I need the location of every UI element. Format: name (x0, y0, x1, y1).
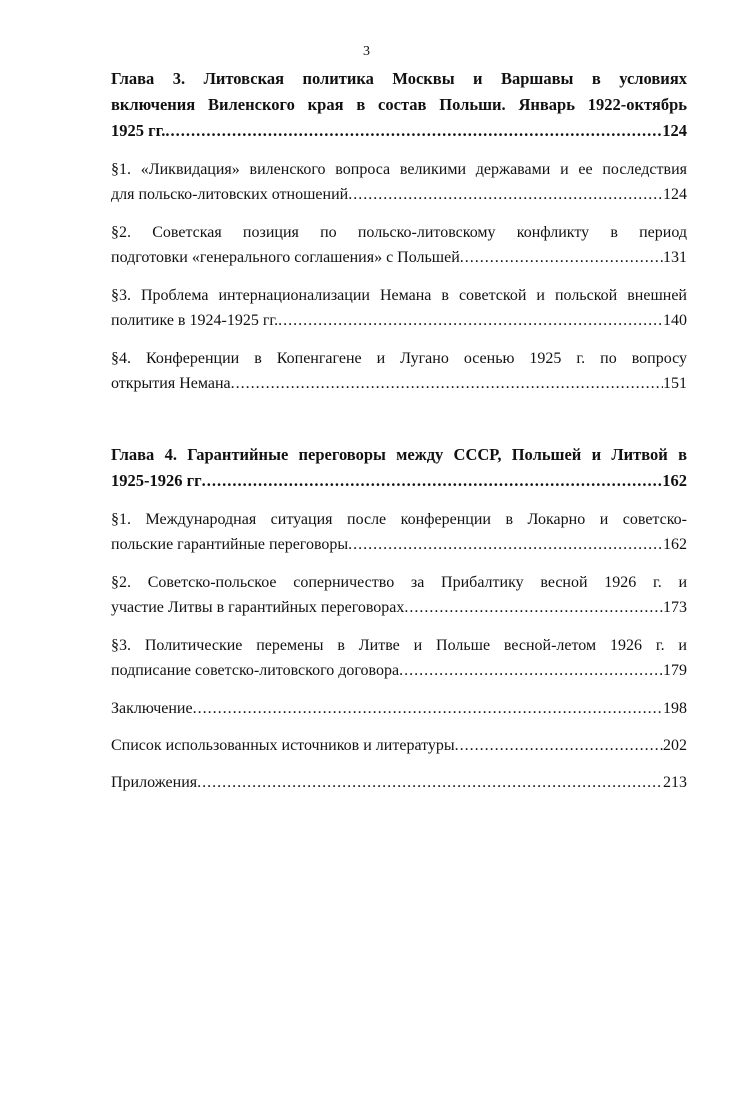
entry-line (111, 770, 687, 795)
entry-line-2 (111, 182, 687, 207)
entry-page: 140 (663, 312, 687, 329)
dot-leader (197, 770, 663, 795)
entry-text-end: политике в 1924-1925 гг. (111, 312, 279, 329)
entry-text-end: подготовки «генерального соглашения» с Польшей (111, 249, 460, 266)
toc-entry-bibliography[interactable] (111, 733, 687, 758)
dot-leader (202, 468, 663, 494)
entry-page: 173 (663, 599, 687, 616)
chapter-3-title-line-1: Глава 3. Литовская политика Москвы и Варшавы в условиях (111, 69, 687, 88)
entry-page: 162 (663, 536, 687, 553)
entry-text: Список использованных источников и литературы (111, 737, 455, 754)
toc-entry-ch3-s3[interactable] (111, 283, 687, 333)
entry-line (111, 733, 687, 758)
entry-line-2 (111, 371, 687, 396)
entry-line-1: §3. Политические перемены в Литве и Польше весной-летом 1926 г. и (111, 637, 687, 654)
entry-line-2 (111, 308, 687, 333)
dot-leader (193, 696, 663, 721)
toc-entry-appendices[interactable] (111, 770, 687, 795)
dot-leader (165, 118, 662, 144)
entry-line-1: §2. Советская позиция по польско-литовскому конфликту в период (111, 224, 687, 241)
entry-line-1: §1. «Ликвидация» виленского вопроса великими державами и ее последствия (111, 161, 687, 178)
toc-entry-conclusion[interactable] (111, 696, 687, 721)
entry-text: Приложения (111, 774, 198, 791)
entry-page: 179 (663, 662, 687, 679)
dot-leader (399, 658, 663, 683)
spacer (111, 409, 687, 442)
dot-leader (404, 595, 663, 620)
entry-line-1: §4. Конференции в Копенгагене и Лугано осенью 1925 г. по вопросу (111, 350, 687, 367)
entry-line-1: §3. Проблема интернационализации Немана в советской и польской внешней (111, 287, 687, 304)
entry-page: 202 (663, 737, 687, 754)
entry-text-end: открытия Немана (111, 375, 231, 392)
chapter-3-title-line-2: включения Виленского края в состав Польши. Январь 1922-октябрь (111, 95, 687, 114)
toc-entry-ch4-s2[interactable] (111, 570, 687, 620)
chapter-3-heading[interactable] (111, 66, 687, 144)
chapter-3-title-end: 1925 гг. (111, 121, 166, 140)
entry-line-2 (111, 532, 687, 557)
dot-leader (231, 371, 663, 396)
entry-line-2 (111, 595, 687, 620)
entry-line-1: §1. Международная ситуация после конференции в Локарно и советско- (111, 511, 687, 528)
dot-leader (460, 245, 663, 270)
chapter-4-heading[interactable] (111, 442, 687, 494)
dot-leader (348, 182, 663, 207)
chapter-4-title-end: 1925-1926 гг (111, 471, 202, 490)
entry-text-end: польские гарантийные переговоры (111, 536, 349, 553)
toc-entry-ch3-s4[interactable] (111, 346, 687, 396)
chapter-4-title-line-2 (111, 468, 687, 494)
entry-text: Заключение (111, 700, 193, 717)
chapter-4-page: 162 (662, 471, 687, 490)
table-of-contents (111, 66, 687, 807)
toc-entry-ch4-s1[interactable] (111, 507, 687, 557)
entry-page: 151 (663, 375, 687, 392)
entry-line-2 (111, 658, 687, 683)
chapter-3-page: 124 (662, 121, 687, 140)
entry-page: 131 (663, 249, 687, 266)
chapter-4-title-line-1: Глава 4. Гарантийные переговоры между СССР, Польшей и Литвой в (111, 445, 687, 464)
entry-line (111, 696, 687, 721)
page-number: 3 (363, 44, 370, 59)
chapter-3-title-line-3 (111, 118, 687, 144)
entry-text-end: участие Литвы в гарантийных переговорах (111, 599, 405, 616)
entry-page: 198 (663, 700, 687, 717)
dot-leader (348, 532, 663, 557)
toc-entry-ch4-s3[interactable] (111, 633, 687, 683)
entry-line-2 (111, 245, 687, 270)
toc-entry-ch3-s2[interactable] (111, 220, 687, 270)
entry-text-end: подписание советско-литовского договора (111, 662, 400, 679)
dot-leader (278, 308, 663, 333)
dot-leader (455, 733, 663, 758)
entry-text-end: для польско-литовских отношений (111, 186, 349, 203)
entry-line-1: §2. Советско-польское соперничество за Прибалтику весной 1926 г. и (111, 574, 687, 591)
entry-page: 213 (663, 774, 687, 791)
entry-page: 124 (663, 186, 687, 203)
toc-entry-ch3-s1[interactable] (111, 157, 687, 207)
